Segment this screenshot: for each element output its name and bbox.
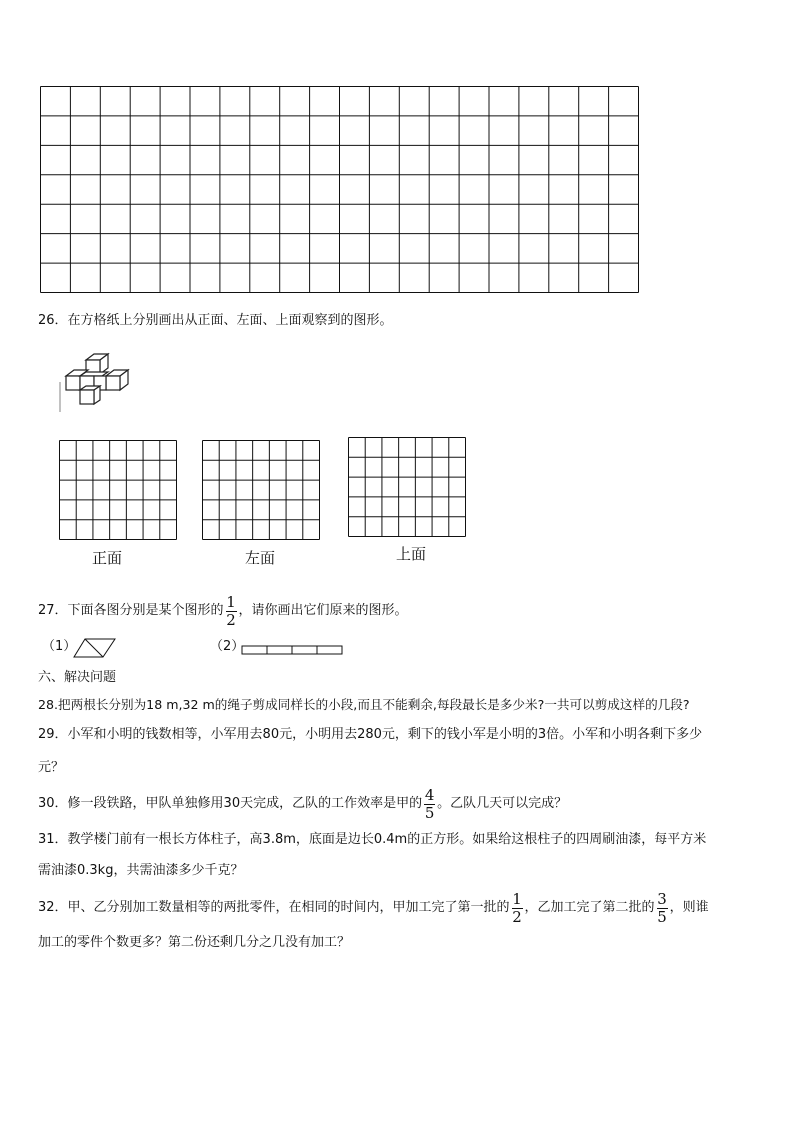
answer-grid (40, 86, 640, 294)
fraction-numerator: 4 (424, 785, 435, 804)
fraction-denominator: 2 (226, 610, 236, 629)
front-view-label: 正面 (92, 549, 123, 567)
half-shape-2 (241, 641, 343, 660)
question-28: 28.把两根长分别为18 m,32 m的绳子剪成同样长的小段,而且不能剩余,每段最长是多少米?一共可以剪成这样的几段? (38, 697, 690, 712)
half-shape-1 (73, 638, 117, 662)
section-heading: 六、解决问题 (38, 670, 117, 685)
q30-suffix: 。乙队几天可以完成？ (437, 796, 568, 811)
question-32-line-1 (38, 890, 709, 926)
fraction-numerator: 1 (226, 592, 236, 611)
question-30 (38, 786, 567, 822)
question-31-line-1: 31．教学楼门前有一根长方体柱子，高3.8m，底面是边长0.4m的正方形。如果给这根柱子的四周刷油漆，每平方米 (38, 832, 707, 847)
left-view-label: 左面 (245, 549, 276, 567)
question-29-line-1: 29．小军和小明的钱数相等，小军用去80元，小明用去280元，剩下的钱小军是小明的3倍。小军和小明各剩下多少 (38, 727, 703, 742)
fraction-numerator: 3 (657, 889, 667, 908)
q27-prefix: 27．下面各图分别是某个图形的 (38, 603, 224, 618)
fraction-one-half (512, 891, 523, 926)
question-32-line-2: 加工的零件个数更多？第二份还剩几分之几没有加工？ (38, 935, 351, 950)
q27-part-2-label: （2） (210, 639, 245, 654)
question-31-line-2: 需油漆0.3kg，共需油漆多少千克？ (38, 863, 244, 878)
fraction-denominator: 5 (424, 803, 435, 822)
fraction-denominator: 2 (512, 907, 522, 926)
q30-prefix: 30．修一段铁路，甲队单独修用30天完成，乙队的工作效率是甲的 (38, 796, 423, 811)
fraction-denominator: 5 (657, 907, 667, 926)
left-view-grid (202, 440, 321, 541)
q27-suffix: ，请你画出它们原来的图形。 (238, 603, 408, 618)
q32-prefix: 32．甲、乙分别加工数量相等的两批零件，在相同的时间内，甲加工完了第一批的 (38, 900, 510, 915)
question-27 (38, 593, 408, 629)
q32-middle: ，乙加工完了第二批的 (524, 900, 655, 915)
q32-suffix: ，则谁 (669, 900, 709, 915)
question-26: 26．在方格纸上分别画出从正面、左面、上面观察到的图形。 (38, 313, 393, 328)
question-29-line-2: 元？ (38, 760, 65, 775)
fraction-four-fifths (424, 787, 435, 822)
top-view-label: 上面 (396, 545, 427, 563)
fraction-numerator: 1 (512, 889, 522, 908)
cube-figure (58, 352, 130, 420)
front-view-grid (59, 440, 178, 541)
q27-part-1-label: （1） (42, 639, 77, 654)
fraction-one-half (226, 594, 237, 629)
top-view-grid (348, 437, 467, 538)
fraction-three-fifths (657, 891, 668, 926)
